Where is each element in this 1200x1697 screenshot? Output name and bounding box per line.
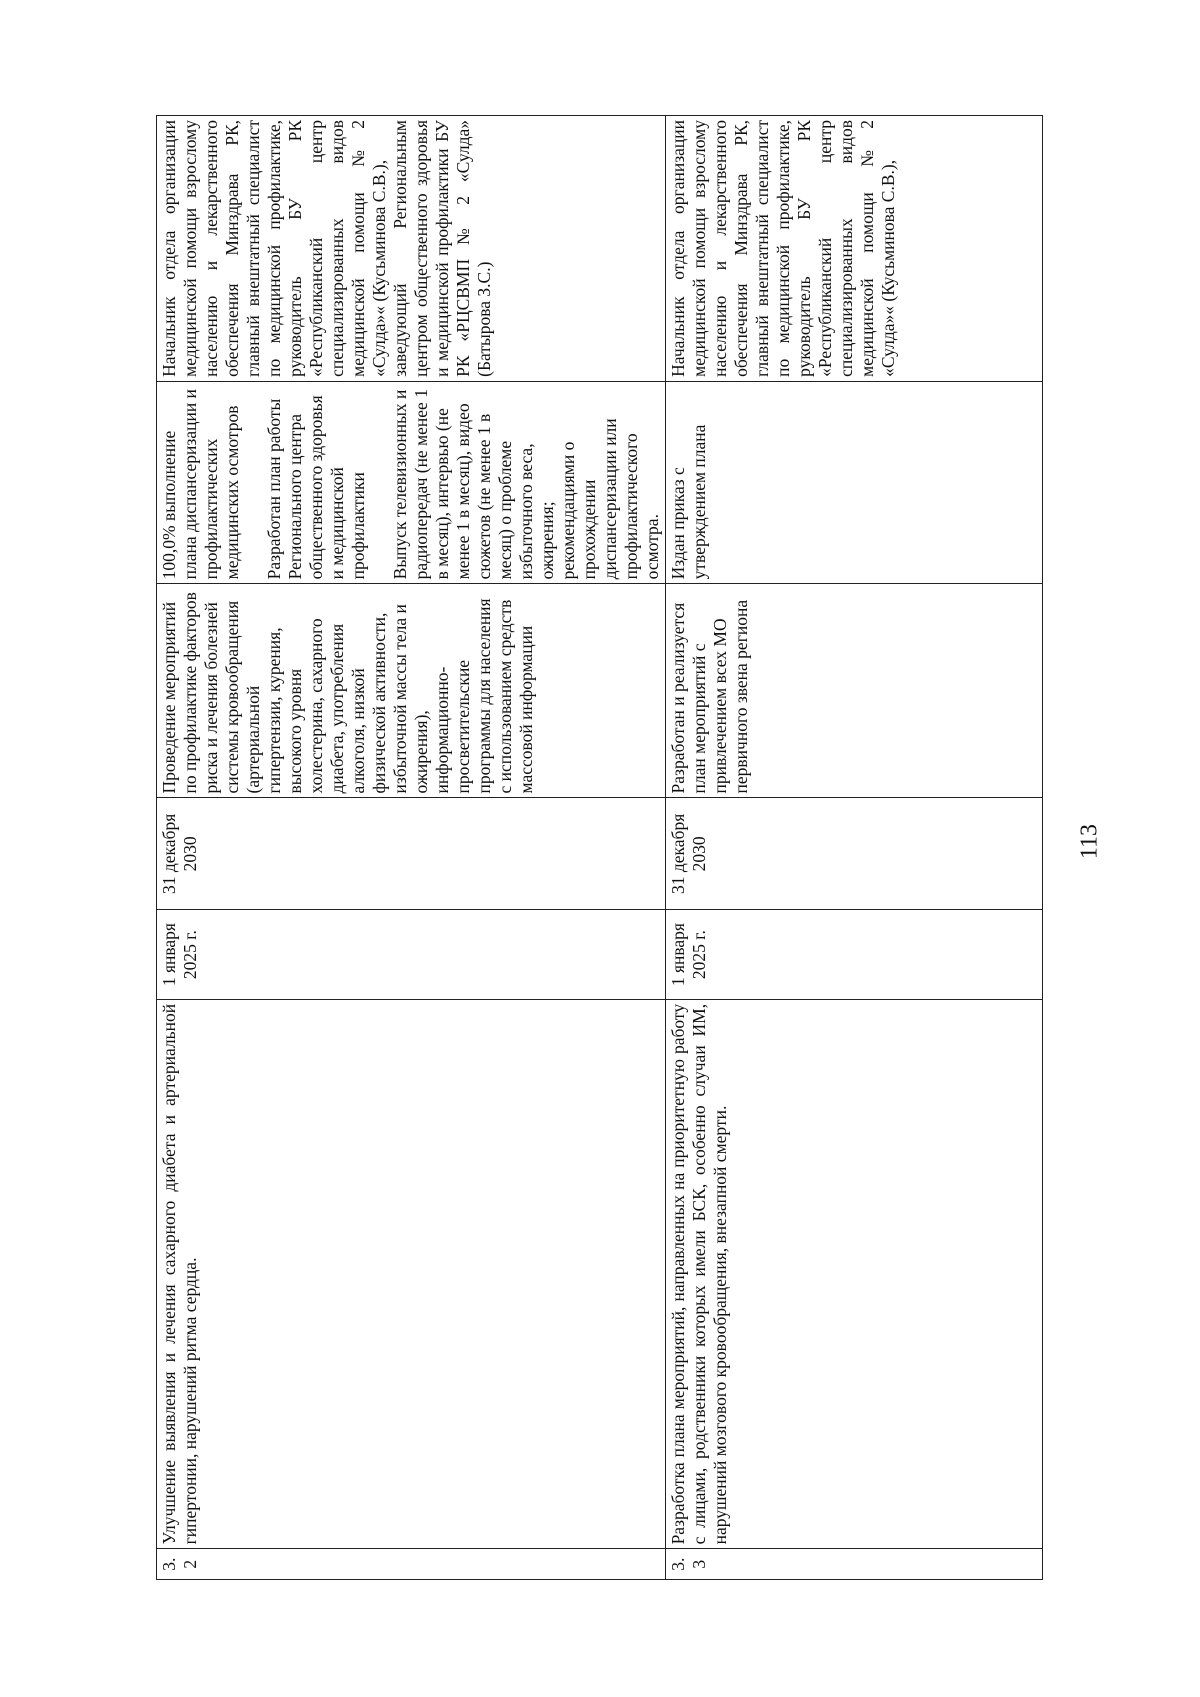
result-item: Издан приказ с утверждением плана — [668, 424, 709, 580]
result-item: Выпуск телевизионных и радиопередач (не менее 1 в месяц), интервью (не менее 1 в месяц), видео сюжетов (не менее 1 в месяц) о проблеме избыточного веса, ожирения; рекомендациями о прохождении диспансеризации или профилактического осмотра. — [390, 389, 662, 580]
results-cell — [157, 381, 666, 584]
end-date-cell: 31 декабря 2030 — [157, 798, 666, 910]
activity-cell: Проведение мероприятий по профилактике факторов риска и лечения болезней системы кровообращения (артериальной гипертензии, курения, высокого уровня холестерина, сахарного диабета, употребления алкоголя, низкой физической активности, избыточной массы тела и ожирения), информационно-просветительские программы для населения с использованием средств массовой информации — [157, 584, 666, 798]
activity-cell: Разработан и реализуется план мероприятий с привлечением всех МО первичного звена региона — [666, 584, 1043, 798]
row-number: 3.3 — [666, 1549, 1043, 1580]
start-date-cell: 1 января 2025 г. — [666, 910, 1043, 1000]
start-date-cell: 1 января 2025 г. — [157, 910, 666, 1000]
task-cell: Разработка плана мероприятий, направленных на приоритетную работу с лицами, родственники которых имели БСК, особенно случаи ИМ, нарушений мозгового кровообращения, внезапной смерти. — [666, 999, 1043, 1549]
table-row — [157, 116, 666, 1580]
row-number: 3.2 — [157, 1549, 666, 1580]
rotated-table-container — [156, 115, 1056, 1580]
responsible-item: заведующий Региональным центром общественного здоровья и медицинской профилактики БУ РК «РЦСВМП № 2 «Сулда» (Батырова З.С.) — [390, 120, 494, 377]
task-cell: Улучшение выявления и лечения сахарного диабета и артериальной гипертонии, нарушений ритма сердца. — [157, 999, 666, 1549]
end-date-cell: 31 декабря 2030 — [666, 798, 1043, 910]
results-cell — [666, 381, 1043, 584]
responsible-cell — [666, 116, 1043, 382]
result-item: Разработан план работы Регионального центра общественного здоровья и медицинской профилактики — [264, 395, 368, 580]
result-item: 100,0% выполнение плана диспансеризации и профилактических медицинских осмотров — [159, 389, 242, 580]
measures-table — [156, 115, 1043, 1580]
responsible-item: Начальник отдела организации медицинской помощи взрослому населению и лекарственного обеспечения Минздрава РК, главный внештатный специалист по медицинской профилактике, руководитель БУ РК «Республиканский центр специализированных видов медицинской помощи №2 «Сулда»« (Кусьминова С.В.), — [668, 120, 898, 377]
responsible-item: Начальник отдела организации медицинской помощи взрослому населению и лекарственного обеспечения Минздрава РК, главный внештатный специалист по медицинской профилактике, руководитель БУ РК «Республиканский центр специализированных видов медицинской помощи №2 «Сулда»« (Кусьминова С.В.), — [159, 120, 389, 377]
table-row — [666, 116, 1043, 1580]
page-number: 113 — [1076, 823, 1103, 860]
responsible-cell — [157, 116, 666, 382]
